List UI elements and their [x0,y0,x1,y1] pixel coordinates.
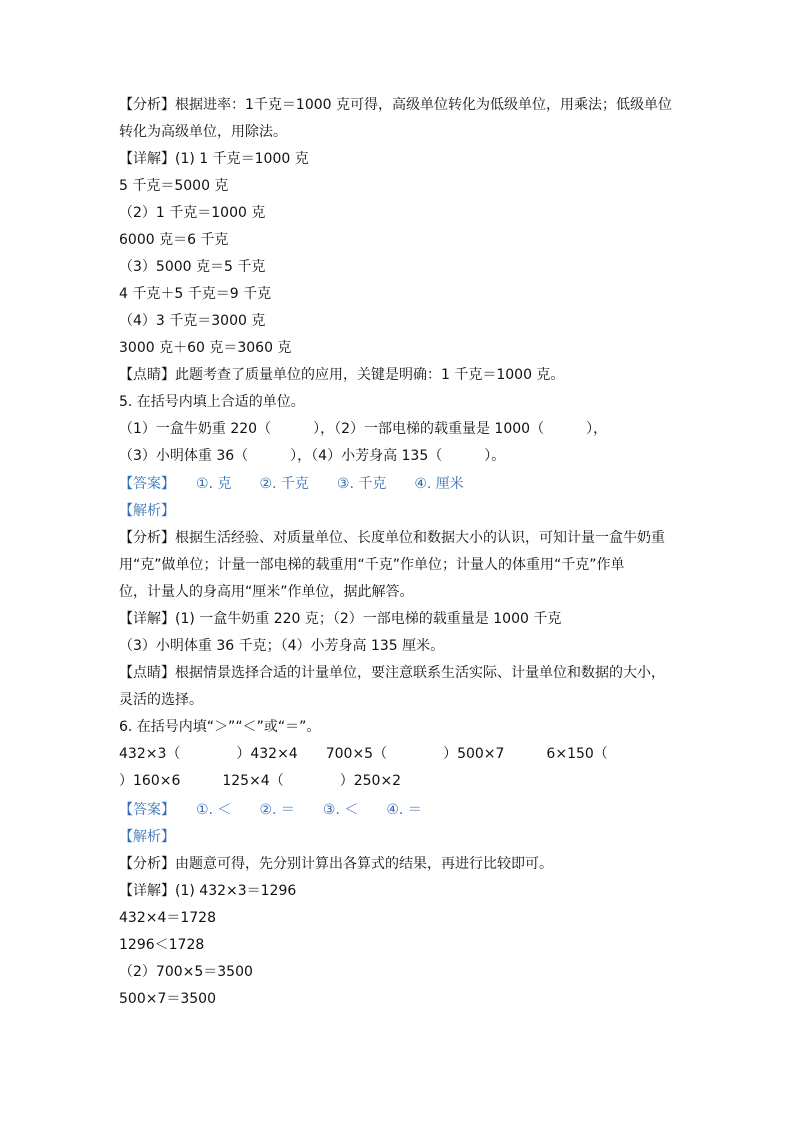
analysis-label: 【解析】 [119,503,175,519]
text-line: 【详解】(1) 一盒牛奶重 220 克；（2）一部电梯的载重量是 1000 千克 [119,611,562,627]
text-line: 位，计量人的身高用“厘米”作单位，据此解答。 [119,584,414,600]
question-title: 5. 在括号内填上合适的单位。 [119,394,305,410]
text-line: 【分析】由题意可得，先分别计算出各算式的结果，再进行比较即可。 [119,856,553,872]
text-line: 500×7＝3500 [119,991,216,1007]
text-line: 【点睛】根据情景选择合适的计量单位，要注意联系生活实际、计量单位和数据的大小， [119,665,665,681]
answer-line: 【答案】 ①. 克 ②. 千克 ③. 千克 ④. 厘米 [119,476,464,492]
text-line: （2）1 千克＝1000 克 [119,205,266,221]
text-line: 432×3（ ）432×4 700×5（ ）500×7 6×150（ [119,746,608,762]
text-line: 【详解】(1) 1 千克＝1000 克 [119,151,309,167]
text-line: 【分析】根据进率：1千克＝1000 克可得，高级单位转化为低级单位，用乘法；低级单位 [119,97,672,113]
text-line: 4 千克＋5 千克＝9 千克 [119,286,272,302]
text-line: 转化为高级单位，用除法。 [119,124,287,140]
text-line: 6000 克＝6 千克 [119,232,229,248]
text-line: 【分析】根据生活经验、对质量单位、长度单位和数据大小的认识，可知计量一盒牛奶重 [119,530,665,546]
text-line: 【点睛】此题考查了质量单位的应用，关键是明确：1 千克＝1000 克。 [119,367,565,383]
text-line: （3）5000 克＝5 千克 [119,259,266,275]
text-line: 432×4＝1728 [119,910,216,926]
text-line: 1296＜1728 [119,937,205,953]
text-line: 【详解】(1) 432×3＝1296 [119,883,297,899]
text-line: （2）700×5＝3500 [119,964,253,980]
answer-line: 【答案】 ①. ＜ ②. ＝ ③. ＜ ④. ＝ [119,802,422,818]
text-line: （4）3 千克＝3000 克 [119,313,266,329]
text-line: 用“克”做单位；计量一部电梯的载重用“千克”作单位；计量人的体重用“千克”作单 [119,557,625,573]
text-line: （1）一盒牛奶重 220（ ），（2）一部电梯的载重量是 1000（ ）， [119,421,608,437]
text-line: （3）小明体重 36 千克；（4）小芳身高 135 厘米。 [119,638,445,654]
text-line: 灵活的选择。 [119,692,203,708]
question-title: 6. 在括号内填“＞”“＜”或“＝”。 [119,719,321,735]
text-line: 3000 克＋60 克＝3060 克 [119,340,292,356]
text-line: 5 千克＝5000 克 [119,178,229,194]
text-line: （3）小明体重 36（ ），（4）小芳身高 135（ ）。 [119,448,506,464]
text-line: ）160×6 125×4（ ）250×2 [119,773,402,789]
analysis-label: 【解析】 [119,829,175,845]
